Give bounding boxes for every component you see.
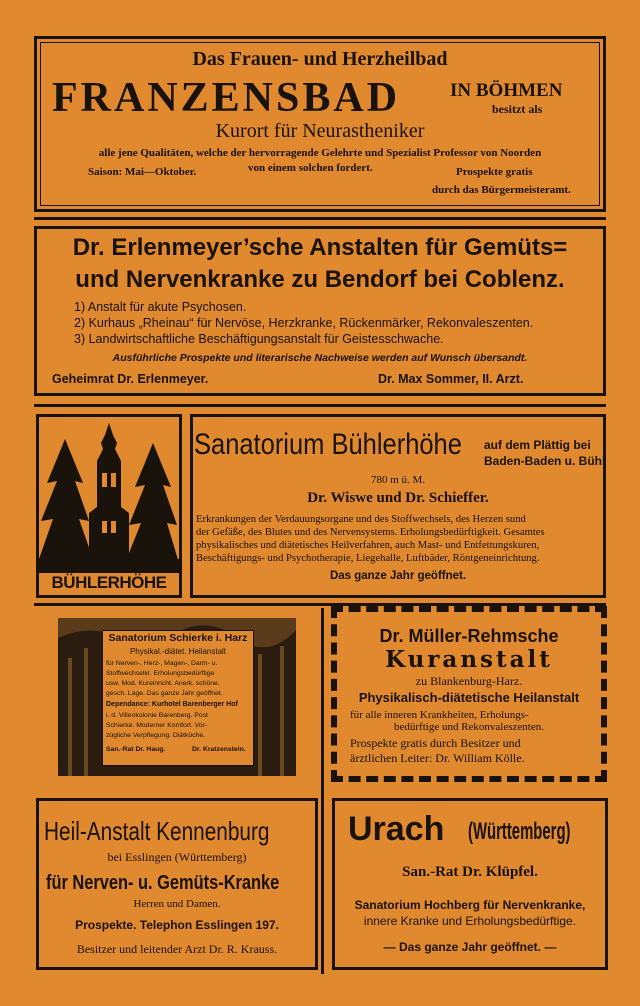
franzensbad-durch: durch das Bürgermeisteramt. (432, 184, 571, 196)
mueller-rehm-kuranstalt: Kuranstalt (385, 646, 553, 673)
erlenmeyer-title-1: Dr. Erlenmeyer’sche Anstalten für Gemüts= (72, 234, 568, 261)
mueller-rehm-type: Physikalisch-diätetische Heilanstalt (358, 690, 580, 705)
buehlerhoehe-location-2: Baden-Baden u. Bühl (484, 454, 606, 468)
tower-trees-illustration (39, 417, 179, 595)
buehlerhoehe-logo (36, 414, 182, 598)
urach-line-2: innere Kranke und Erholungsbedürftige. (363, 914, 577, 928)
schierke-line-4: gesch. Lage. Das ganze Jahr geöffnet. (106, 690, 223, 697)
schierke-line-2: Stoffwechselkr. Erholungsbedürftige (106, 670, 215, 677)
schierke-line-3: usw. Mod. Kureinricht. Anerk. schöne, (106, 680, 220, 687)
erlenmeyer-signature-left: Geheimrat Dr. Erlenmeyer. (52, 372, 209, 386)
buehlerhoehe-location-1: auf dem Plättig bei (484, 438, 591, 452)
kennenburg-owner: Besitzer und leitender Arzt Dr. R. Krauss. (76, 942, 278, 956)
urach-doctor: San.-Rat Dr. Klüpfel. (402, 864, 538, 880)
franzensbad-region: IN BÖHMEN (450, 80, 563, 101)
franzensbad-prospekte: Prospekte gratis (456, 166, 533, 178)
kennenburg-title-text: Heil-Anstalt Kennenburg (44, 816, 270, 846)
erlenmeyer-item-3: 3) Landwirtschaftliche Beschäftigungsanstalt für Geistesschwache. (74, 332, 444, 346)
erlenmeyer-note: Ausführliche Prospekte und literarische Nachweise werden auf Wunsch übersandt. (112, 352, 528, 364)
mueller-rehm-line-1: für alle inneren Krankheiten, Erholungs- (350, 709, 529, 721)
kennenburg-prospekte: Prospekte. Telephon Esslingen 197. (75, 918, 279, 932)
schierke-line-1: für Nerven-, Herz-, Magen-, Darm- u. (106, 660, 218, 667)
buehlerhoehe-doctors: Dr. Wiswe und Dr. Schieffer. (307, 490, 489, 506)
kennenburg-for (46, 872, 331, 895)
kennenburg-title (44, 816, 326, 847)
urach-name: Urach (348, 810, 445, 848)
mueller-rehm-location: zu Blankenburg-Harz. (415, 674, 523, 688)
franzensbad-heading: Das Frauen- und Herzheilbad (192, 48, 448, 70)
buehlerhoehe-name (194, 428, 509, 462)
schierke-signature-left: San.-Rat Dr. Haug. (106, 746, 166, 753)
schierke-line-5: Dependance: Kurhotel Barenberger Hof (106, 701, 238, 708)
buehlerhoehe-desc-2: der Gefäße, des Blutes und des Nervensystems. Erholungsbedürftigkeit. Gesamtes (196, 527, 545, 538)
schierke-subtitle: Physikal.-diätet. Heilanstalt (129, 647, 227, 656)
buehlerhoehe-desc-3: physikalisches und diätetisches Heilverfahren, auch Mast- und Entfettungskuren, (196, 540, 540, 551)
buehlerhoehe-logo-text: BÜHLERHÖHE (51, 573, 167, 592)
column-divider (321, 608, 324, 974)
schierke-signature-right: Dr. Kratzenstein. (192, 746, 246, 753)
erlenmeyer-item-1: 1) Anstalt für akute Psychosen. (74, 300, 247, 314)
franzensbad-saison: Saison: Mai—Oktober. (88, 166, 197, 178)
buehlerhoehe-year: Das ganze Jahr geöffnet. (329, 570, 467, 582)
buehlerhoehe-name-text: Sanatorium Bühlerhöhe (194, 428, 462, 461)
schierke-line-6: i. d. Villenkolonie Barenberg. Post (106, 712, 208, 719)
mueller-rehm-title: Dr. Müller-Rehmsche (379, 626, 559, 646)
urach-line-1: Sanatorium Hochberg für Nervenkranke, (354, 898, 586, 912)
franzensbad-besitzt: besitzt als (492, 102, 543, 116)
buehlerhoehe-desc-1: Erkrankungen der Verdauungsorgane und des Stoffwechsels, des Herzen sund (196, 514, 526, 525)
urach-region (468, 818, 633, 846)
schierke-title: Sanatorium Schierke i. Harz (108, 632, 248, 644)
schierke-ad (58, 618, 296, 776)
schierke-line-8: zügliche Verpflegung. Diätküche. (106, 732, 205, 739)
schierke-line-7: Schierke. Moderner Komfort. Vor- (106, 722, 208, 729)
mueller-rehm-line-3: Prospekte gratis durch Besitzer und (350, 736, 521, 750)
separator-2 (34, 404, 606, 407)
kennenburg-sub: Herren und Damen. (133, 898, 221, 910)
erlenmeyer-signature-right: Dr. Max Sommer, II. Arzt. (378, 372, 524, 386)
urach-year: — Das ganze Jahr geöffnet. — (383, 940, 557, 954)
mueller-rehm-line-4: ärztlichen Leiter: Dr. William Kölle. (350, 751, 525, 765)
kennenburg-location: bei Esslingen (Württemberg) (107, 850, 247, 864)
kennenburg-for-text: für Nerven- u. Gemüts-Kranke (46, 872, 280, 894)
urach-region-text: (Württemberg) (468, 818, 571, 845)
erlenmeyer-title-2: und Nervenkranke zu Bendorf bei Coblenz. (75, 266, 565, 293)
mueller-rehm-line-2: bedürftige und Rekonvaleszenten. (394, 721, 544, 733)
franzensbad-line1: alle jene Qualitäten, welche der hervorragende Gelehrte und Spezialist Professor von Noorden (98, 147, 542, 159)
franzensbad-kurort: Kurort für Neurastheniker (215, 120, 425, 142)
franzensbad-fordert: von einem solchen fordert. (248, 162, 373, 174)
franzensbad-name: FRANZENSBAD (52, 75, 401, 121)
buehlerhoehe-altitude: 780 m ü. M. (370, 474, 426, 486)
erlenmeyer-item-2: 2) Kurhaus „Rheinau“ für Nervöse, Herzkranke, Rückenmärker, Rekonvaleszenten. (74, 316, 534, 330)
separator-1 (34, 217, 606, 220)
buehlerhoehe-desc-4: Beschäftigungs- und Psychotherapie, Liegehalle, Luftbäder, Röntgeneinrichtung. (196, 553, 540, 564)
